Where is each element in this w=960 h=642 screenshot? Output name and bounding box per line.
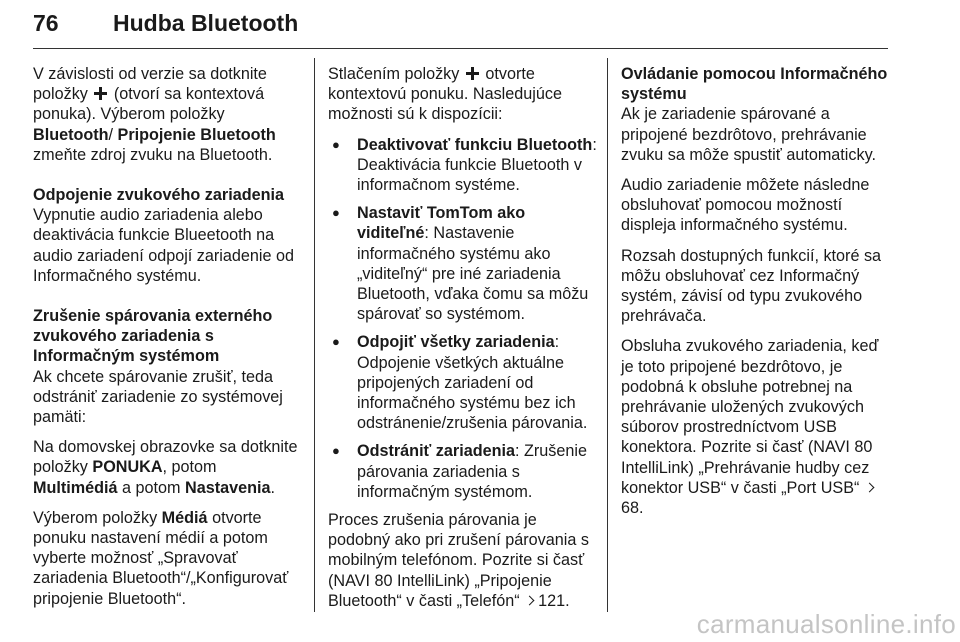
disconnect-section: Odpojenie zvukového zariadenia Vypnutie audio zariadenia alebo deaktivácia funkcie Blueetooth na audio zariadení odpojí zariadenie od Informačného systému.	[33, 186, 294, 285]
page-reference-icon	[866, 483, 875, 494]
plus-icon	[94, 87, 107, 100]
page-number: 76	[33, 10, 59, 36]
header-rule	[33, 48, 888, 49]
media-paragraph: Výberom položky Médiá otvorte ponuku nastavení médií a potom vyberte možnosť „Spravovať zariadenia Bluetooth“/„Konfigurovať pripojenie Bluetooth“.	[33, 508, 289, 608]
page-reference-icon	[526, 596, 535, 607]
page-header	[33, 6, 928, 46]
list-item: ● Nastaviť TomTom ako viditeľné: Nastavenie informačného systému ako „viditeľný“ pre iné zariadenia Bluetooth, vďaka čomu sa môžu spárovať so systémom.	[328, 203, 598, 324]
list-item: ● Odstrániť zariadenia: Zrušenie párovania zariadenia s informačným systémom.	[328, 441, 598, 502]
list-item: ● Odpojiť všetky zariadenia: Odpojenie všetkých aktuálne pripojených zariadení od informačného systému bez ich odstránenie/zrušenia párovania.	[328, 332, 598, 433]
context-menu-intro: Stlačením položky otvorte kontextovú ponuku. Nasledujúce možnosti sú k dispozícii:	[328, 65, 562, 124]
menu-item-media: Médiá	[161, 508, 208, 527]
home-screen-paragraph: Na domovskej obrazovke sa dotknite položky PONUKA, potom Multimédiá a potom Nastavenia.	[33, 438, 298, 497]
section-heading: Odpojenie zvukového zariadenia	[33, 186, 284, 205]
column-3	[621, 64, 891, 528]
watermark: carmanualsonline.info	[696, 609, 956, 639]
unpair-process-paragraph: Proces zrušenia párovania je podobný ako pri zrušení párovania s mobilným telefónom. Pozrite si časť (NAVI 80 IntelliLink) „Pripojenie Bluetooth“ v časti „Telefón“ 121.	[328, 511, 589, 610]
paragraph: Audio zariadenie môžete následne obsluhovať pomocou možností displeja informačného systému.	[621, 176, 870, 235]
control-section: Ovládanie pomocou Informačného systému Ak je zariadenie spárované a pripojené bezdrôtovo, prehrávanie zvuku sa môže spustiť automaticky.	[621, 65, 888, 164]
paragraph: Rozsah dostupných funkcií, ktoré sa môžu obsluhovať cez Informačný systém, závisí od typu zvukového prehrávača.	[621, 246, 882, 326]
intro-paragraph: V závislosti od verzie sa dotknite položky (otvorí sa kontextová ponuka). Výberom položky Bluetooth/ Pripojenie Bluetooth zmeňte zdroj zvuku na Bluetooth.	[33, 65, 276, 164]
unpair-section: Zrušenie spárovania externého zvukového zariadenia s Informačným systémom Ak chcete spárovanie zrušiť, teda odstrániť zariadenie zo systémovej pamäti:	[33, 307, 283, 427]
menu-item-ponuka: PONUKA	[92, 458, 163, 477]
column-divider-1	[314, 58, 315, 612]
options-list	[328, 135, 598, 502]
menu-item-bluetooth-connection: Pripojenie Bluetooth	[117, 125, 276, 144]
menu-item-bluetooth: Bluetooth	[33, 125, 109, 144]
column-1	[33, 64, 305, 619]
menu-item-multimedia: Multimédiá	[33, 478, 118, 497]
section-heading: Zrušenie spárovania externého zvukového zariadenia s Informačným systémom	[33, 307, 273, 366]
section-heading: Ovládanie pomocou Informačného systému	[621, 65, 888, 104]
page-reference: 121.	[538, 591, 570, 610]
list-item: ● Deaktivovať funkciu Bluetooth: Deaktivácia funkcie Bluetooth v informačnom systéme.	[328, 135, 598, 196]
page-reference: 68.	[621, 499, 644, 518]
usb-paragraph: Obsluha zvukového zariadenia, keď je toto pripojené bezdrôtovo, je podobná k obsluhe potrebnej na prehrávanie uložených zvukových súborov prostredníctvom USB konektora. Pozrite si časť (NAVI 80 IntelliLink) „Prehrávanie hudby cez konektor USB“ v časti „Port USB“ 68.	[621, 337, 879, 518]
plus-icon	[466, 67, 479, 80]
page-title: Hudba Bluetooth	[113, 10, 299, 36]
column-2	[328, 64, 598, 621]
column-divider-2	[607, 58, 608, 612]
menu-item-nastavenia: Nastavenia	[185, 478, 271, 497]
